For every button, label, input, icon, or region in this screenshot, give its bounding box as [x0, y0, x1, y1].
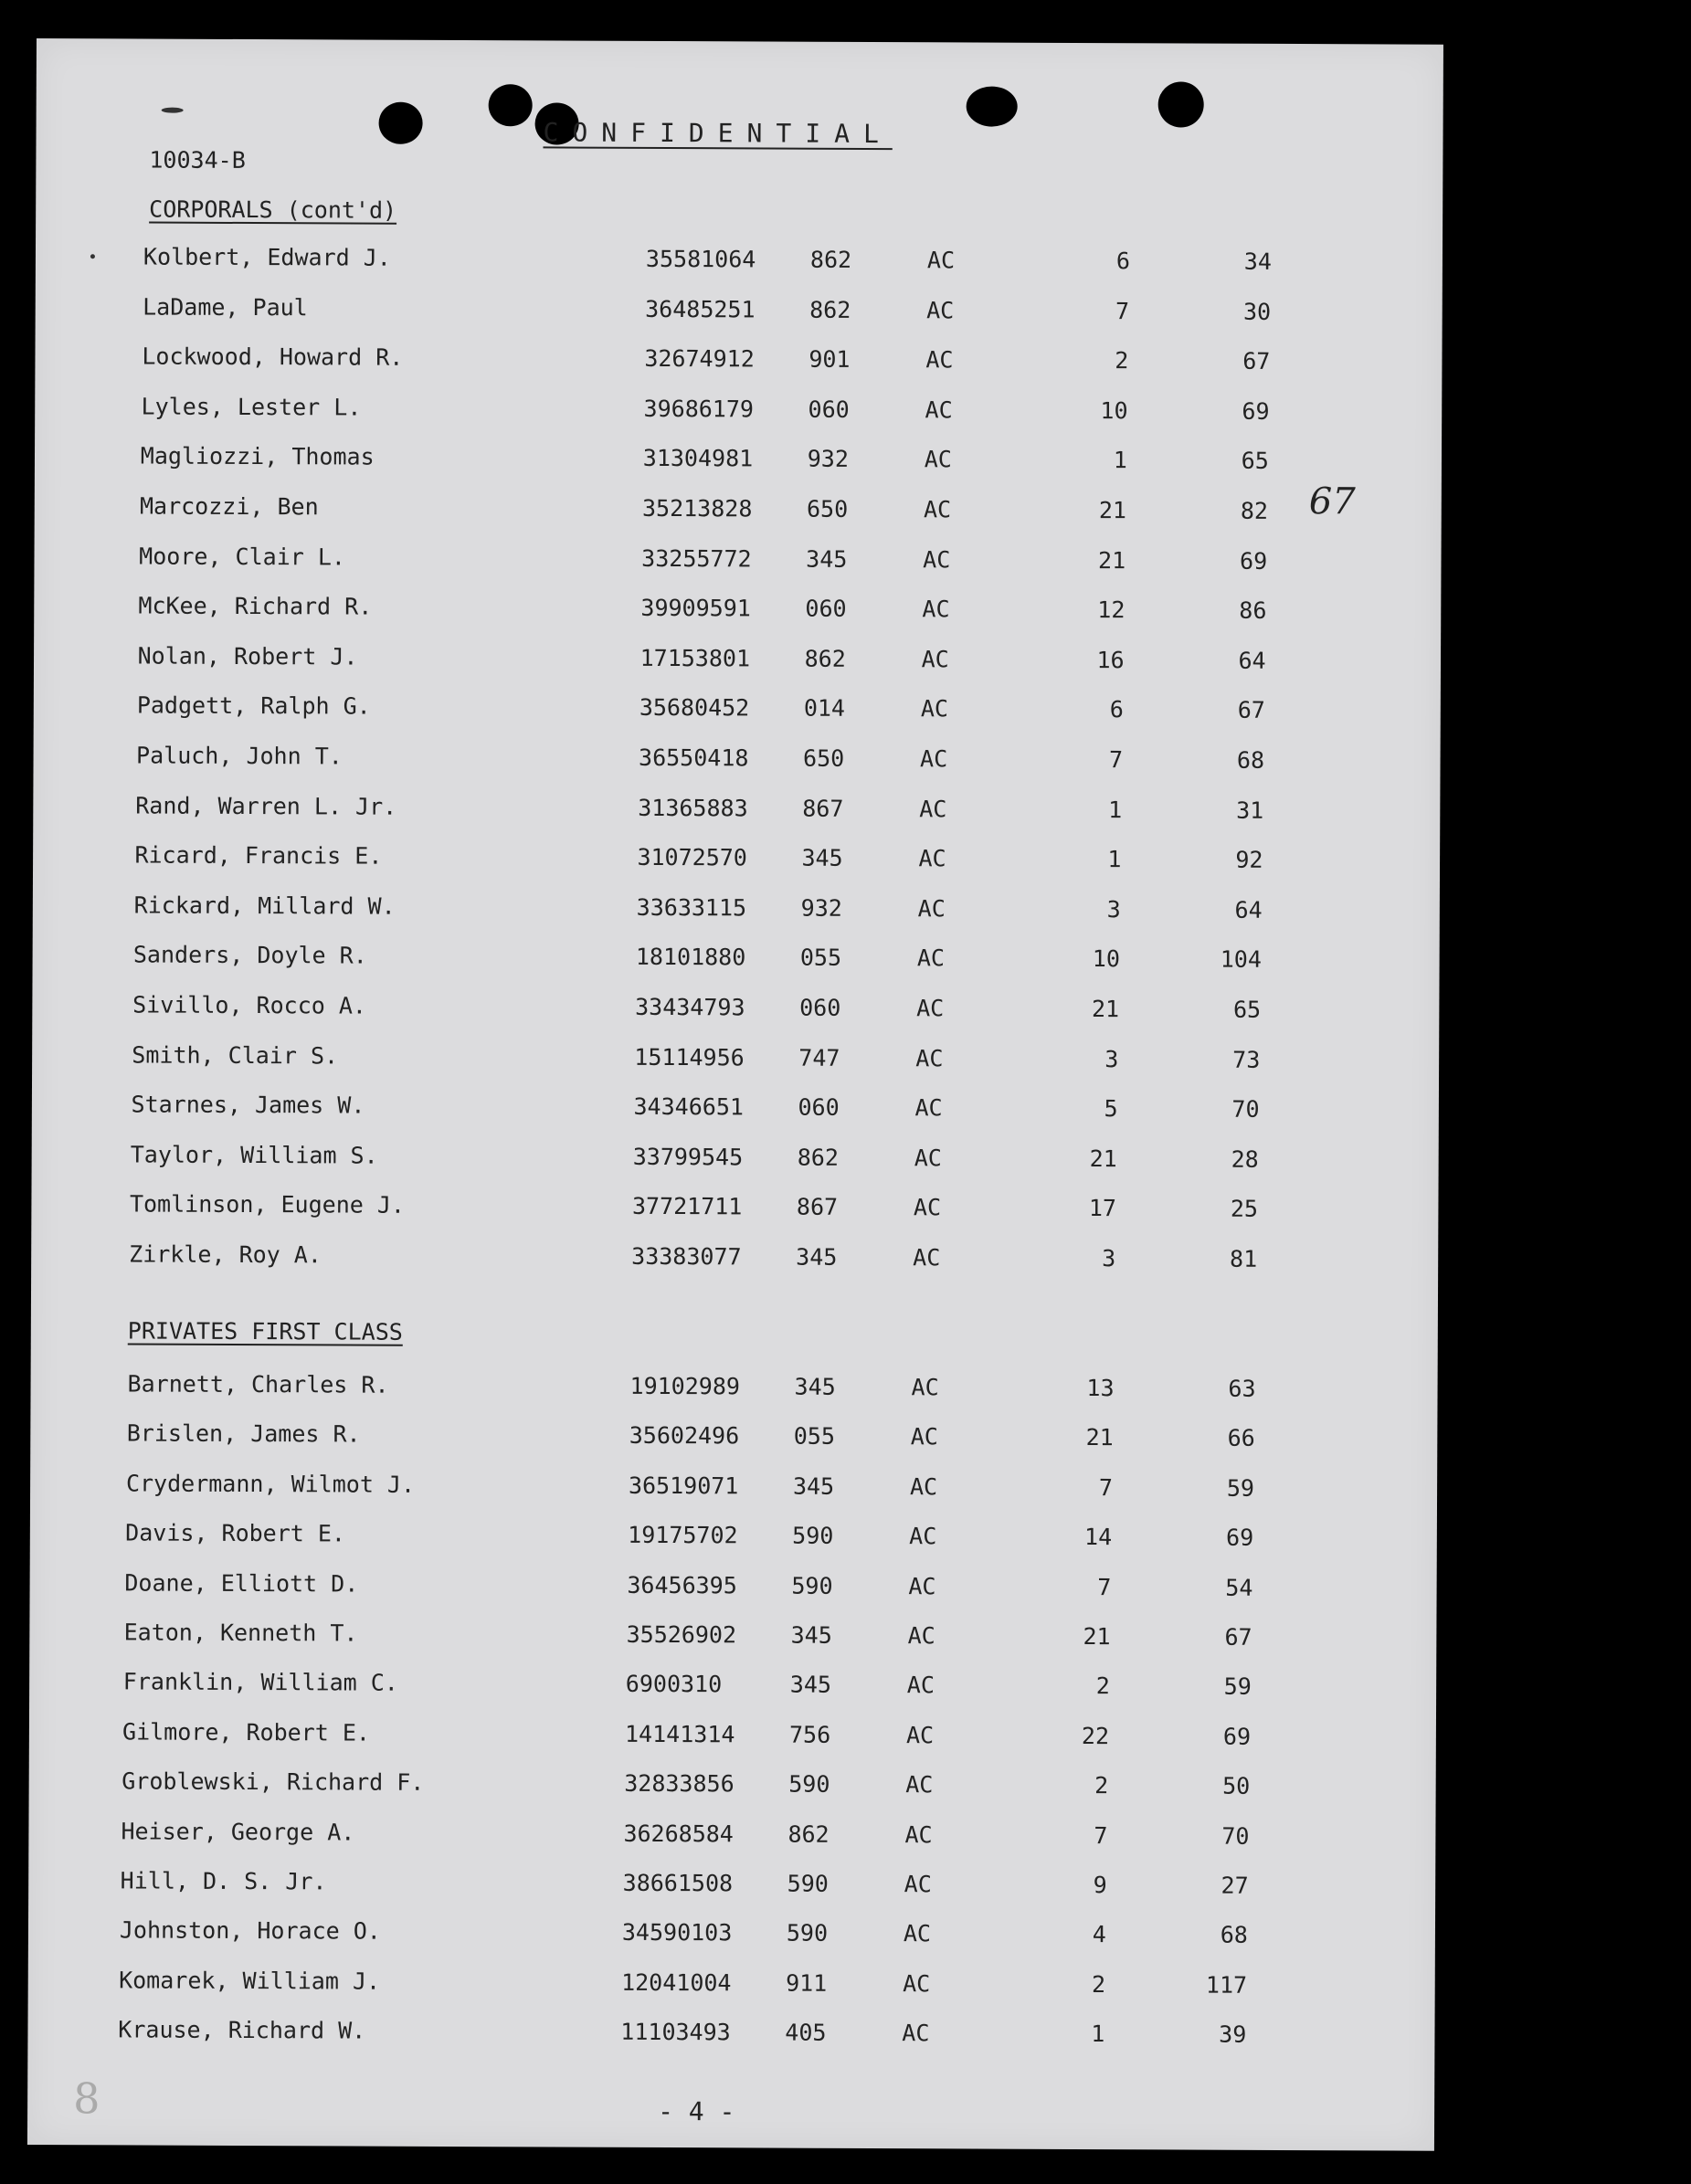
- cell-n2: 65: [1232, 996, 1262, 1023]
- cell-code: 014: [803, 695, 846, 723]
- cell-name: Heiser, George A.: [121, 1818, 355, 1846]
- cell-arm: AC: [909, 1472, 938, 1501]
- cell-n1: 14: [1084, 1524, 1113, 1551]
- cell-arm: AC: [917, 895, 946, 923]
- cell-name: Paluch, John T.: [136, 742, 343, 770]
- cell-n2: 67: [1237, 697, 1265, 724]
- cell-serial: 35213828: [641, 494, 753, 522]
- cell-name: Eaton, Kenneth T.: [123, 1619, 358, 1647]
- cell-arm: AC: [921, 646, 949, 673]
- cell-code: 345: [790, 1621, 832, 1649]
- cell-n1: 21: [1098, 546, 1126, 574]
- cell-serial: 38661508: [622, 1869, 734, 1897]
- cell-n1: 2: [1094, 1772, 1109, 1799]
- cell-n2: 69: [1226, 1524, 1254, 1552]
- cell-name: Rand, Warren L. Jr.: [135, 792, 397, 820]
- cell-name: Ricard, Francis E.: [134, 841, 383, 870]
- cell-code: 060: [798, 1093, 840, 1122]
- cell-arm: AC: [909, 1523, 937, 1550]
- cell-serial: 11103493: [620, 2018, 731, 2046]
- cell-n1: 7: [1108, 746, 1124, 774]
- cell-arm: AC: [925, 346, 954, 374]
- cell-serial: 33799545: [632, 1143, 744, 1171]
- cell-n2: 86: [1239, 596, 1267, 625]
- cell-serial: 36485251: [645, 295, 756, 323]
- cell-arm: AC: [914, 1094, 943, 1122]
- cell-name: Zirkle, Roy A.: [129, 1240, 322, 1269]
- cell-n1: 6: [1109, 696, 1124, 723]
- cell-arm: AC: [910, 1423, 938, 1451]
- cell-name: LaDame, Paul: [143, 293, 308, 321]
- ink-speck: [90, 254, 95, 258]
- cell-name: Johnston, Horace O.: [119, 1916, 381, 1946]
- document-page: [27, 38, 1443, 2151]
- cell-serial: 31304981: [642, 445, 754, 472]
- cell-n1: 2: [1095, 1672, 1110, 1700]
- cell-name: Moore, Clair L.: [139, 543, 346, 571]
- margin-handwritten-note: 67: [1308, 480, 1356, 523]
- cell-code: 345: [789, 1672, 832, 1699]
- cell-code: 345: [801, 844, 843, 872]
- page-number: - 4 -: [658, 2095, 735, 2127]
- cell-n1: 17: [1088, 1195, 1117, 1222]
- cell-name: Nolan, Robert J.: [137, 642, 358, 670]
- cell-n1: 10: [1100, 396, 1128, 425]
- cell-arm: AC: [904, 1820, 933, 1848]
- cell-serial: 35526902: [626, 1620, 737, 1649]
- cell-n2: 64: [1234, 896, 1263, 923]
- cell-n2: 117: [1205, 1971, 1248, 1999]
- cell-n1: 9: [1093, 1872, 1107, 1899]
- cell-arm: AC: [916, 944, 946, 972]
- cell-serial: 33383077: [631, 1242, 742, 1271]
- cell-code: 055: [799, 944, 842, 972]
- cell-code: 747: [798, 1044, 840, 1071]
- cell-n2: 30: [1242, 298, 1272, 325]
- cell-serial: 36519071: [628, 1472, 739, 1500]
- cell-n2: 69: [1222, 1723, 1252, 1750]
- punch-hole: [1158, 81, 1204, 127]
- cell-name: Tomlinson, Eugene J.: [129, 1190, 406, 1219]
- cell-serial: 31072570: [637, 844, 747, 871]
- cell-n1: 22: [1081, 1722, 1110, 1749]
- cell-name: McKee, Richard R.: [138, 592, 373, 620]
- cell-arm: AC: [913, 1244, 941, 1271]
- cell-name: Smith, Clair S.: [132, 1041, 339, 1070]
- cell-n2: 67: [1242, 347, 1271, 375]
- cell-arm: AC: [920, 745, 948, 773]
- cell-n2: 63: [1228, 1375, 1256, 1402]
- cell-serial: 32833856: [624, 1770, 735, 1798]
- cell-n2: 67: [1224, 1623, 1252, 1651]
- cell-n1: 6: [1115, 248, 1131, 275]
- cell-n2: 50: [1222, 1772, 1251, 1800]
- cell-code: 932: [800, 894, 842, 922]
- corner-pencil-mark: 8: [73, 2073, 100, 2124]
- cell-code: 650: [803, 744, 845, 772]
- cell-n1: 7: [1097, 1573, 1112, 1600]
- cell-arm: AC: [926, 296, 955, 323]
- cell-serial: 18101880: [635, 944, 746, 971]
- cell-arm: AC: [919, 795, 947, 822]
- cell-code: 060: [808, 396, 850, 423]
- cell-code: 590: [791, 1572, 833, 1599]
- cell-serial: 39686179: [643, 395, 755, 423]
- cell-code: 345: [794, 1373, 836, 1400]
- cell-n2: 34: [1243, 248, 1273, 275]
- cell-code: 590: [792, 1522, 834, 1550]
- cell-serial: 37721711: [631, 1193, 743, 1220]
- cell-code: 345: [806, 545, 848, 573]
- cell-arm: AC: [907, 1622, 935, 1650]
- cell-code: 405: [785, 2019, 827, 2046]
- cell-n1: 1: [1107, 846, 1122, 873]
- cell-serial: 35581064: [645, 245, 756, 273]
- cell-n1: 21: [1098, 497, 1127, 524]
- cell-serial: 31365883: [638, 794, 748, 821]
- cell-code: 060: [805, 595, 847, 623]
- cell-n1: 21: [1091, 996, 1120, 1023]
- cell-n1: 21: [1089, 1145, 1117, 1172]
- punch-hole: [489, 84, 533, 126]
- cell-n1: 1: [1113, 447, 1127, 474]
- cell-serial: 14141314: [624, 1720, 735, 1748]
- cell-name: Marcozzi, Ben: [139, 492, 319, 521]
- cell-code: 867: [796, 1194, 839, 1221]
- cell-arm: AC: [902, 2020, 930, 2047]
- cell-name: Crydermann, Wilmot J.: [125, 1470, 416, 1498]
- cell-code: 862: [804, 645, 846, 672]
- section-title: CORPORALS (cont'd): [149, 195, 397, 224]
- cell-arm: AC: [913, 1194, 942, 1221]
- cell-code: 060: [799, 994, 841, 1021]
- cell-arm: AC: [914, 1145, 942, 1172]
- cell-arm: AC: [925, 396, 953, 424]
- cell-n2: 81: [1230, 1245, 1258, 1272]
- cell-serial: 33255772: [641, 544, 752, 573]
- cell-n2: 92: [1235, 846, 1263, 874]
- cell-serial: 35602496: [629, 1422, 740, 1450]
- cell-n2: 59: [1226, 1474, 1255, 1502]
- section-title: PRIVATES FIRST CLASS: [127, 1317, 403, 1345]
- cell-n1: 3: [1104, 1045, 1119, 1072]
- cell-n2: 54: [1225, 1574, 1253, 1601]
- cell-n1: 4: [1092, 1921, 1106, 1948]
- cell-code: 867: [802, 795, 844, 822]
- cell-code: 590: [786, 1919, 829, 1947]
- cell-n1: 3: [1106, 895, 1121, 923]
- cell-serial: 19175702: [628, 1522, 738, 1549]
- cell-n2: 64: [1238, 647, 1266, 674]
- cell-arm: AC: [904, 1871, 932, 1898]
- cell-name: Sanders, Doyle R.: [132, 941, 367, 969]
- cell-n1: 10: [1092, 945, 1120, 973]
- cell-serial: 36456395: [627, 1571, 737, 1598]
- cell-code: 345: [792, 1472, 835, 1500]
- cell-arm: AC: [906, 1672, 935, 1699]
- cell-n1: 21: [1083, 1623, 1111, 1651]
- cell-code: 911: [786, 1969, 828, 1997]
- cell-n2: 68: [1220, 1922, 1248, 1949]
- cell-code: 862: [797, 1144, 839, 1171]
- cell-arm: AC: [905, 1721, 935, 1749]
- cell-n2: 82: [1240, 497, 1269, 524]
- cell-name: Davis, Robert E.: [125, 1519, 346, 1547]
- cell-serial: 34590103: [621, 1919, 733, 1947]
- cell-n2: 68: [1236, 746, 1265, 774]
- cell-code: 055: [793, 1423, 835, 1451]
- cell-n2: 73: [1232, 1046, 1261, 1073]
- punch-hole: [967, 86, 1018, 126]
- cell-name: Brislen, James R.: [126, 1419, 361, 1448]
- cell-name: Starnes, James W.: [131, 1091, 365, 1119]
- cell-code: 862: [787, 1820, 830, 1848]
- cell-arm: AC: [918, 845, 946, 872]
- cell-arm: AC: [903, 1920, 932, 1947]
- cell-n1: 1: [1108, 796, 1123, 823]
- cell-n1: 16: [1096, 646, 1125, 673]
- cell-code: 590: [787, 1870, 829, 1897]
- cell-name: Franklin, William C.: [122, 1668, 398, 1697]
- cell-name: Barnett, Charles R.: [127, 1370, 389, 1398]
- cell-name: Doane, Elliott D.: [124, 1569, 359, 1598]
- cell-arm: AC: [924, 446, 952, 473]
- cell-arm: AC: [908, 1572, 936, 1599]
- cell-name: Padgett, Ralph G.: [136, 691, 371, 720]
- cell-name: Sivillo, Rocco A.: [132, 991, 367, 1019]
- cell-code: 345: [796, 1243, 838, 1271]
- cell-name: Magliozzi, Thomas: [140, 442, 375, 471]
- cell-code: 590: [788, 1770, 830, 1798]
- cell-n2: 65: [1241, 448, 1269, 475]
- cell-serial: 6900310: [625, 1671, 723, 1698]
- cell-n2: 59: [1223, 1673, 1252, 1701]
- cell-name: Rickard, Millard W.: [133, 892, 396, 920]
- cell-serial: 34346651: [633, 1093, 745, 1121]
- cell-n1: 3: [1102, 1245, 1116, 1272]
- cell-n1: 2: [1115, 347, 1129, 375]
- cell-n1: 21: [1085, 1424, 1114, 1451]
- cell-arm: AC: [905, 1771, 934, 1799]
- cell-serial: 33434793: [635, 993, 745, 1021]
- cell-n1: 12: [1097, 596, 1126, 624]
- cell-serial: 35680452: [639, 694, 750, 722]
- cell-code: 862: [809, 296, 851, 323]
- document-id: 10034-B: [149, 146, 246, 174]
- cell-n1: 13: [1086, 1375, 1115, 1402]
- ink-speck: [162, 108, 184, 113]
- cell-n2: 66: [1227, 1425, 1255, 1452]
- cell-code: 756: [788, 1721, 831, 1748]
- cell-arm: AC: [920, 695, 949, 723]
- cell-n2: 28: [1231, 1145, 1259, 1173]
- cell-serial: 36268584: [623, 1820, 734, 1847]
- confidential-header: CONFIDENTIAL: [543, 117, 893, 150]
- cell-arm: AC: [923, 545, 951, 573]
- cell-arm: AC: [911, 1374, 939, 1401]
- cell-arm: AC: [923, 496, 952, 523]
- cell-n2: 69: [1242, 397, 1270, 425]
- cell-code: 901: [809, 345, 851, 374]
- cell-name: Lockwood, Howard R.: [142, 343, 404, 371]
- cell-n2: 104: [1220, 946, 1262, 974]
- cell-code: 932: [807, 446, 850, 473]
- cell-name: Taylor, William S.: [130, 1141, 378, 1169]
- cell-arm: AC: [922, 596, 950, 623]
- cell-serial: 12041004: [621, 1968, 732, 1997]
- cell-serial: 15114956: [634, 1043, 745, 1071]
- cell-code: 650: [806, 495, 849, 522]
- cell-name: Krause, Richard W.: [118, 2016, 366, 2044]
- cell-code: 862: [809, 246, 852, 273]
- cell-n1: 2: [1091, 1970, 1106, 1998]
- punch-hole: [378, 102, 422, 144]
- cell-name: Hill, D. S. Jr.: [120, 1867, 327, 1895]
- cell-n2: 25: [1230, 1196, 1259, 1223]
- cell-n1: 1: [1091, 2020, 1105, 2048]
- cell-n1: 7: [1115, 297, 1130, 324]
- cell-n1: 5: [1104, 1095, 1118, 1123]
- cell-name: Komarek, William J.: [119, 1967, 381, 1995]
- cell-serial: 17153801: [639, 644, 751, 672]
- cell-serial: 39909591: [640, 595, 751, 622]
- cell-arm: AC: [903, 1969, 931, 1998]
- cell-name: Gilmore, Robert E.: [122, 1718, 371, 1746]
- cell-arm: AC: [926, 247, 956, 274]
- cell-name: Kolbert, Edward J.: [143, 243, 391, 271]
- cell-n1: 7: [1098, 1473, 1114, 1501]
- cell-n1: 7: [1094, 1821, 1108, 1849]
- cell-arm: AC: [916, 995, 945, 1022]
- cell-serial: 36550418: [639, 744, 749, 772]
- cell-serial: 32674912: [644, 345, 755, 373]
- cell-n2: 31: [1236, 797, 1264, 824]
- cell-n2: 69: [1240, 547, 1268, 575]
- cell-name: Groblewski, Richard F.: [122, 1767, 425, 1797]
- cell-serial: 19102989: [629, 1372, 741, 1400]
- cell-n2: 70: [1231, 1095, 1260, 1124]
- cell-n2: 39: [1219, 2020, 1247, 2048]
- cell-name: Lyles, Lester L.: [141, 393, 362, 421]
- cell-serial: 33633115: [636, 893, 747, 922]
- cell-arm: AC: [915, 1044, 944, 1071]
- cell-n2: 27: [1221, 1872, 1249, 1899]
- cell-n2: 70: [1221, 1822, 1250, 1850]
